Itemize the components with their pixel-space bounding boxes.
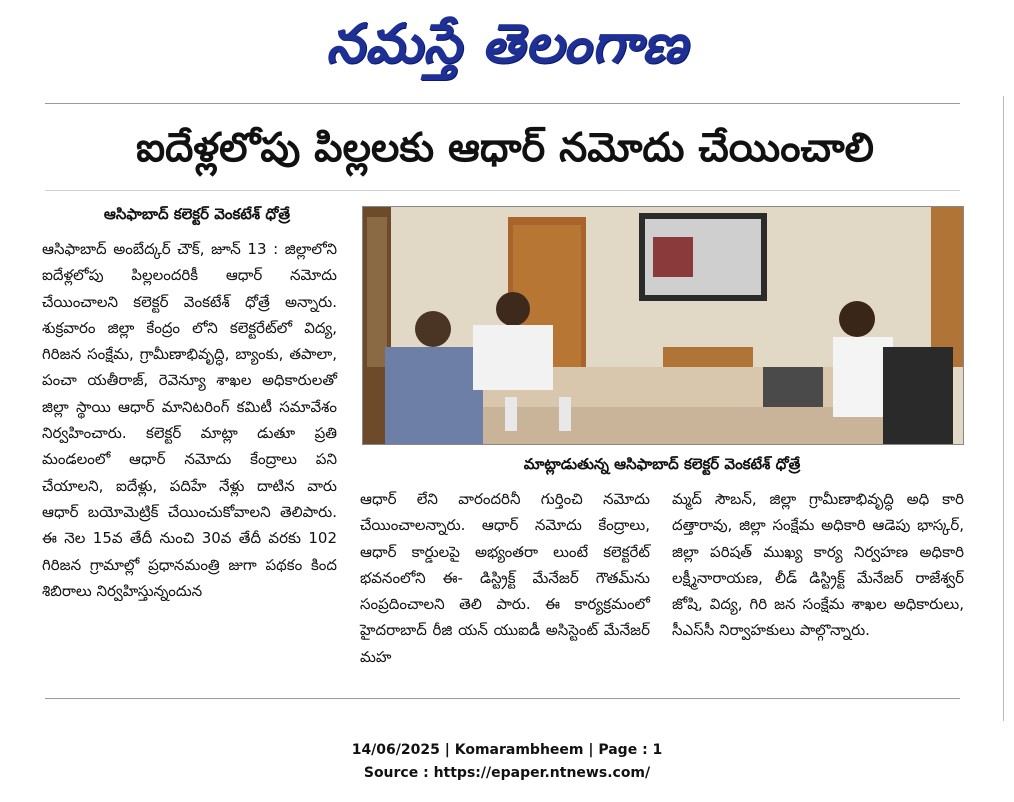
bottom-divider [45, 698, 960, 699]
footer-date-edition: 14/06/2025 | Komarambheem | Page : 1 [351, 742, 663, 758]
article-photo [362, 206, 964, 445]
headline-divider [45, 190, 960, 191]
masthead [0, 4, 1014, 84]
newspaper-logo: నమస్తే తెలంగాణ [326, 12, 688, 75]
article-column-2: ఆధార్ లేని వారందరినీ గుర్తించి నమోదు చేయించాలన్నారు. ఆధార్ నమోదు కేంద్రాలు, ఆధార్ కార్డులపై అభ్యంతరా లుంటే కలెక్టరేట్ భవనంలోని ఈ- డిస్ట్రిక్ట్ మేనేజర్ గౌతమ్‌ను సంప్రదించాలని తెలి పారు. ఈ కార్యక్రమంలో హైదరాబాద్ రీజి యన్ యుఐడీ అసిస్టెంట్ మేనేజర్ మహ [360, 490, 650, 666]
footer-source: Source : https://epaper.ntnews.com/ [363, 765, 651, 781]
article-column-3: మ్మద్ సౌబన్, జిల్లా గ్రామీణాభివృద్ధి అధి కారి దత్తారావు, జిల్లా సంక్షేమ అధికారి ఆడెపు భాస్కర్, జిల్లా పరిషత్ ముఖ్య కార్య నిర్వహణ అధికారి లక్ష్మీనారాయణ, లీడ్ డిస్ట్రిక్ట్ మేనేజర్ రాజేశ్వర్ జోషి, విద్య, గిరి జన సంక్షేమ శాఖల అధికారులు, సీఎస్‌సీ నిర్వాహకులు పాల్గొన్నారు. [672, 490, 964, 640]
article-column-1: ఆసిఫాబాద్ అంబేద్కర్ చౌక్, జూన్ 13 : జిల్లాలోని ఐదేళ్లలోపు పిల్లలందరికీ ఆధార్ నమోదు చేయించాలని కలెక్టర్ వెంకటేశ్ ధోత్రే అన్నారు. శుక్రవారం జిల్లా కేంద్రం లోని కలెక్టరేట్‌లో విద్య, గిరిజన సంక్షేమ, గ్రామీణాభివృద్ధి, బ్యాంకు, తపాలా, పంచా యతీరాజ్, రెవెన్యూ శాఖల అధికారులతో జిల్లా స్థాయి ఆధార్ మానిటరింగ్ కమిటీ సమావేశం నిర్వహించారు. కలెక్టర్ మాట్లా డుతూ ప్రతి మండలంలో ఆధార్ నమోదు కేంద్రాలు పని చేయాలని, ఐదేళ్లు, పదిహే నేళ్లు దాటిన వారు ఆధార్ బయోమెట్రిక్ చేయించుకోవాలని తెలిపారు. ఈ నెల 15వ తేదీ నుంచి 30వ తేదీ వరకు 102 గిరిజన గ్రామాల్లో ప్రధానమంత్రి జుగా పథకం కింద శిబిరాలు నిర్వహిస్తున్నందున [42, 240, 337, 600]
right-border [1003, 96, 1004, 721]
meeting-photo-illustration [363, 207, 963, 444]
top-divider [45, 103, 960, 104]
article-headline: ఐదేళ్లలోపు పిల్లలకు ఆధార్ నమోదు చేయించాలి [136, 125, 874, 171]
article-byline: ఆసిఫాబాద్ కలెక్టర్ వెంకటేశ్ ధోత్రే [103, 205, 291, 223]
photo-caption: మాట్లాడుతున్న ఆసిఫాబాద్ కలెక్టర్ వెంకటేశ్ ధోత్రే [523, 455, 801, 473]
